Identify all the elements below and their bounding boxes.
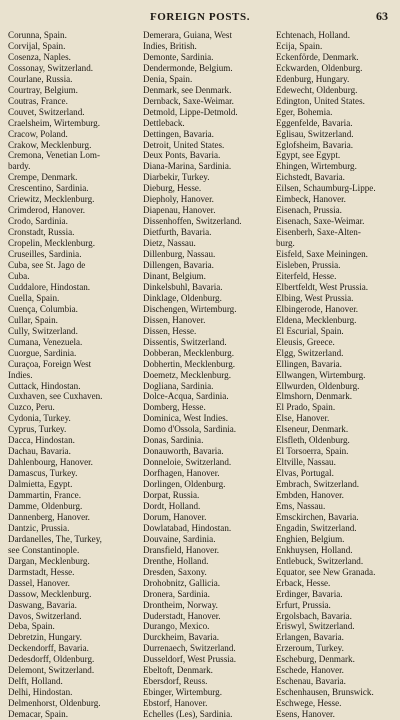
list-item: Eisenach, Prussia.: [276, 205, 342, 216]
list-item: Ellingen, Bavaria.: [276, 358, 342, 369]
list-item: Edenburg, Hungary.: [276, 73, 350, 84]
list-item: Enkhuysen, Holland.: [276, 544, 353, 555]
list-item: Deckendorff, Bavaria.: [8, 643, 89, 654]
list-item: Delhi, Hindostan.: [8, 687, 73, 698]
list-item: Elsfleth, Oldenburg.: [276, 435, 350, 446]
list-item: Edewecht, Oldenburg.: [276, 84, 358, 95]
list-item: Diana-Marina, Sardinia.: [143, 161, 232, 172]
page-title: FOREIGN POSTS.: [149, 11, 251, 23]
list-item: Dronera, Sardinia.: [143, 588, 210, 599]
list-item: Dissentis, Switzerland.: [143, 336, 227, 347]
list-item: Crempe, Denmark.: [8, 172, 78, 183]
list-item: Diapenau, Hanover.: [143, 205, 216, 216]
list-item: Cuella, Spain.: [8, 292, 60, 303]
list-item: Egypt, see Egypt.: [276, 150, 341, 161]
list-item: Ergolsbach, Bavaria.: [276, 610, 352, 621]
list-item: Cullar, Spain.: [8, 314, 58, 325]
list-item: Damascus, Turkey.: [8, 468, 78, 479]
list-item: Darmstadt, Hesse.: [8, 566, 75, 577]
list-item: Dedesdorff, Oldenburg.: [8, 654, 95, 665]
list-item: Cully, Switzerland.: [8, 325, 78, 336]
list-item: Donneloie, Switzerland.: [143, 457, 232, 468]
list-item: Curaçoa, Foreign West: [8, 358, 92, 369]
list-item: Crodo, Sardinia.: [8, 216, 68, 227]
list-item: Dolce-Acqua, Sardinia.: [143, 391, 229, 402]
list-item: Dinklage, Oldenburg.: [143, 292, 222, 303]
list-item: Eschenhausen, Brunswick.: [276, 687, 374, 698]
column-2: [143, 30, 271, 720]
list-item: Cydonia, Turkey.: [8, 413, 71, 424]
list-item: Durrenaech, Switzerland.: [143, 643, 236, 654]
list-item: Cuxhaven, see Cuxhaven.: [8, 391, 103, 402]
page-number: 63: [376, 9, 388, 23]
list-item: Echtenach, Holland.: [276, 30, 350, 40]
list-item: Eldena, Mecklenburg.: [276, 314, 357, 325]
list-item: Daswang, Bavaria.: [8, 599, 77, 610]
list-item: Delmenhorst, Oldenburg.: [8, 698, 101, 709]
list-item: Indies, British.: [143, 40, 197, 51]
list-item: Duderstadt, Hanover.: [143, 610, 221, 621]
list-item: Eggenfelde, Bavaria.: [276, 117, 353, 128]
list-item: Eschede, Hanover.: [276, 665, 344, 676]
list-item: Eiterfeld, Hesse.: [276, 270, 337, 281]
list-item: Equator, see New Granada.: [276, 566, 376, 577]
list-item: Dordt, Holland.: [143, 500, 201, 511]
list-item: Eglisau, Switzerland.: [276, 128, 354, 139]
list-item: Domo d'Ossola, Sardinia.: [143, 424, 237, 435]
list-item: Dorlingen, Oldenburg.: [143, 479, 226, 490]
list-item: Detroit, United States.: [143, 139, 225, 150]
list-item: Drontheim, Norway.: [143, 599, 218, 610]
list-item: Dettingen, Bavaria.: [143, 128, 214, 139]
list-item: Dettleback.: [143, 117, 185, 128]
list-item: Dorum, Hanover.: [143, 511, 207, 522]
list-item: Drohobnitz, Gallicia.: [143, 577, 221, 588]
list-item: Embrach, Switzerland.: [276, 479, 360, 490]
list-item: Eisfeld, Saxe Meiningen.: [276, 249, 368, 260]
list-item: Erback, Hesse.: [276, 577, 331, 588]
list-item: Diepholy, Hanover.: [143, 194, 214, 205]
list-item: Coutras, France.: [8, 95, 68, 106]
list-item: Eimbeck, Hanover.: [276, 194, 346, 205]
list-item: Denmark, see Denmark.: [143, 84, 232, 95]
list-item: Ehingen, Wirtemburg.: [276, 161, 357, 172]
column-1: [8, 30, 138, 720]
list-item: Eilsen, Schaumburg-Lippe.: [276, 183, 376, 194]
list-item: Deux Ponts, Bavaria.: [143, 150, 221, 161]
list-item: Cronstadt, Russia.: [8, 227, 75, 238]
list-item: Dresden, Saxony.: [143, 566, 207, 577]
list-item: Dassow, Mecklenburg.: [8, 588, 92, 599]
list-item: Dissenhoffen, Switzerland.: [143, 216, 242, 227]
list-item: Dominica, West Indies.: [143, 413, 228, 424]
list-item: Couvet, Switzerland.: [8, 106, 85, 117]
list-item: Dargan, Mecklenburg.: [8, 555, 90, 566]
list-item: Cremona, Venetian Lom-: [8, 150, 101, 161]
list-item: Ellwurden, Oldenburg.: [276, 380, 360, 391]
list-item: Elbertfeldt, West Prussia.: [276, 281, 369, 292]
list-item: Davos, Switzerland.: [8, 610, 82, 621]
list-item: Eriswyl, Switzerland.: [276, 621, 355, 632]
list-item: Else, Hanover.: [276, 413, 330, 424]
list-item: Ecija, Spain.: [276, 40, 323, 51]
list-item: Dernback, Saxe-Weimar.: [143, 95, 234, 106]
list-item: Corvijal, Spain.: [8, 40, 66, 51]
list-item: Diarbekir, Turkey.: [143, 172, 210, 183]
list-item: Eisenberh, Saxe-Alten-: [276, 227, 361, 238]
list-item: Elbingerode, Hanover.: [276, 303, 359, 314]
list-item: Eisleben, Prussia.: [276, 260, 341, 271]
list-item: Demerara, Guiana, West: [143, 30, 232, 40]
list-item: Dendermonde, Belgium.: [143, 62, 233, 73]
list-item: Domberg, Hesse.: [143, 402, 206, 413]
list-item: Ebeltoft, Denmark.: [143, 665, 213, 676]
list-item: Eglofsheim, Bavaria.: [276, 139, 354, 150]
list-item: Erdinger, Bavaria.: [276, 588, 343, 599]
list-item: Cyprus, Turkey.: [8, 424, 67, 435]
list-item: Erzeroum, Turkey.: [276, 643, 344, 654]
list-item: Delemont, Switzerland.: [8, 665, 95, 676]
list-item: Cuzco, Peru.: [8, 402, 55, 413]
list-item: Eleusis, Greece.: [276, 336, 335, 347]
list-item: Erfurt, Prussia.: [276, 599, 331, 610]
list-item: Courlane, Russia.: [8, 73, 73, 84]
list-item: Crakow, Mecklenburg.: [8, 139, 92, 150]
list-item: Detmold, Lippe-Detmold.: [143, 106, 238, 117]
list-item: Ebersdorf, Reuss.: [143, 676, 208, 687]
list-item: Eger, Bohemia.: [276, 106, 333, 117]
list-item: Dobberan, Mecklenburg.: [143, 347, 234, 358]
list-item: Cuba, see St. Jago de: [8, 260, 86, 271]
list-item: burg.: [276, 238, 295, 249]
list-item: Dammartin, France.: [8, 490, 81, 501]
list-item: Dinant, Belgium.: [143, 270, 206, 281]
list-item: Donas, Sardinia.: [143, 435, 204, 446]
list-item: Eltville, Nassau.: [276, 457, 336, 468]
list-item: Courtray, Belgium.: [8, 84, 78, 95]
list-item: Cosenza, Naples.: [8, 51, 71, 62]
list-item: Dissen, Hesse.: [143, 325, 197, 336]
list-item: Echelles (Les), Sardinia.: [143, 709, 233, 720]
list-item: Dusseldorf, West Prussia.: [143, 654, 237, 665]
columns: [0, 30, 400, 720]
list-item: Douvaine, Sardinia.: [143, 533, 216, 544]
list-item: Cracow, Poland.: [8, 128, 68, 139]
list-item: Cuença, Columbia.: [8, 303, 78, 314]
list-item: Cuba.: [8, 270, 30, 281]
list-item: Elgg, Switzerland.: [276, 347, 344, 358]
list-item: Dransfield, Hanover.: [143, 544, 220, 555]
list-item: Doemetz, Mecklenburg.: [143, 369, 231, 380]
list-item: Demacar, Spain.: [8, 709, 68, 720]
list-item: Debretzin, Hungary.: [8, 632, 82, 643]
list-item: Deba, Spain.: [8, 621, 55, 632]
list-item: Entlebuck, Switzerland.: [276, 555, 364, 566]
list-item: Eichstedt, Bavaria.: [276, 172, 345, 183]
list-item: Cuddalore, Hindostan.: [8, 281, 91, 292]
list-item: Dietz, Nassau.: [143, 238, 196, 249]
list-item: Dieburg, Hesse.: [143, 183, 202, 194]
page-header: [0, 6, 400, 26]
list-item: Craelsheim, Wirtemburg.: [8, 117, 100, 128]
list-item: Corunna, Spain.: [8, 30, 67, 40]
list-item: Crimderod, Hanover.: [8, 205, 86, 216]
list-item: Dissen, Hanover.: [143, 314, 206, 325]
list-item: Elseneur, Denmark.: [276, 424, 349, 435]
list-item: Durckheim, Bavaria.: [143, 632, 220, 643]
list-item: Cuorgue, Sardinia.: [8, 347, 77, 358]
list-item: Ebinger, Wirtemburg.: [143, 687, 222, 698]
list-item: Delft, Holland.: [8, 676, 63, 687]
list-item: Elmshorn, Denmark.: [276, 391, 353, 402]
list-item: Eckenförde, Denmark.: [276, 51, 359, 62]
list-item: Dinkelsbuhl, Bavaria.: [143, 281, 223, 292]
list-item: Eisenach, Saxe-Weimar.: [276, 216, 365, 227]
list-item: El Torsoerra, Spain.: [276, 446, 349, 457]
list-item: El Prado, Spain.: [276, 402, 336, 413]
list-item: Demonte, Sardinia.: [143, 51, 214, 62]
list-item: Esens, Hanover.: [276, 709, 335, 720]
list-item: Dorfhagen, Hanover.: [143, 468, 220, 479]
list-item: Dardanelles, The, Turkey,: [8, 533, 102, 544]
list-item: Cossonay, Switzerland.: [8, 62, 94, 73]
list-item: Ems, Nassau.: [276, 500, 326, 511]
list-item: Emsckirchen, Bavaria.: [276, 511, 359, 522]
list-item: Cuttack, Hindostan.: [8, 380, 81, 391]
list-item: Engadin, Switzerland.: [276, 522, 357, 533]
list-item: Dogliana, Sardinia.: [143, 380, 214, 391]
list-item: Dahlenbourg, Hanover.: [8, 457, 93, 468]
list-item: Dowlatabad, Hindostan.: [143, 522, 232, 533]
list-item: Edington, United States.: [276, 95, 365, 106]
list-item: Enghien, Belgium.: [276, 533, 345, 544]
list-item: Dassel, Hanover.: [8, 577, 70, 588]
list-item: Escheburg, Denmark.: [276, 654, 355, 665]
list-item: Dachau, Bavaria.: [8, 446, 71, 457]
list-item: Cropelin, Mecklenburg.: [8, 238, 95, 249]
list-item: Dorpat, Russia.: [143, 490, 200, 501]
list-item: Dillengen, Bavaria.: [143, 260, 214, 271]
list-item: Ebstorf, Hanover.: [143, 698, 208, 709]
list-item: Embden, Hanover.: [276, 490, 344, 501]
list-item: Eschwege, Hesse.: [276, 698, 342, 709]
list-item: Eschenau, Bavaria.: [276, 676, 346, 687]
list-item: Dillenburg, Nassau.: [143, 249, 216, 260]
list-item: Ellwangen, Wirtemburg.: [276, 369, 366, 380]
list-item: Damme, Oldenburg.: [8, 500, 83, 511]
list-item: Dacca, Hindostan.: [8, 435, 75, 446]
list-item: Cumana, Venezuela.: [8, 336, 83, 347]
list-item: Durango, Mexico.: [143, 621, 210, 632]
list-item: Eckwarden, Oldenburg.: [276, 62, 363, 73]
list-item: Crescentino, Sardinia.: [8, 183, 89, 194]
list-item: Dantzic, Prussia.: [8, 522, 70, 533]
list-item: Donauworth, Bavaria.: [143, 446, 224, 457]
list-item: Indies.: [8, 369, 33, 380]
list-item: Elbing, West Prussia.: [276, 292, 354, 303]
list-item: Criewitz, Mecklenburg.: [8, 194, 95, 205]
list-item: Cruseilles, Sardinia.: [8, 249, 82, 260]
list-item: Dalmietta, Egypt.: [8, 479, 73, 490]
column-3: [276, 30, 394, 720]
list-item: see Constantinople.: [8, 544, 80, 555]
list-item: Drenthe, Holland.: [143, 555, 209, 566]
list-item: Dobhertin, Mecklenburg.: [143, 358, 236, 369]
list-item: bardy.: [8, 161, 31, 172]
list-item: El Escurial, Spain.: [276, 325, 344, 336]
list-item: Erlangen, Bavaria.: [276, 632, 344, 643]
list-item: Dannenberg, Hanover.: [8, 511, 90, 522]
list-item: Dischengen, Wirtemburg.: [143, 303, 237, 314]
list-item: Denia, Spain.: [143, 73, 193, 84]
list-item: Dietfurth, Bavaria.: [143, 227, 212, 238]
list-item: Elvas, Portugal.: [276, 468, 334, 479]
